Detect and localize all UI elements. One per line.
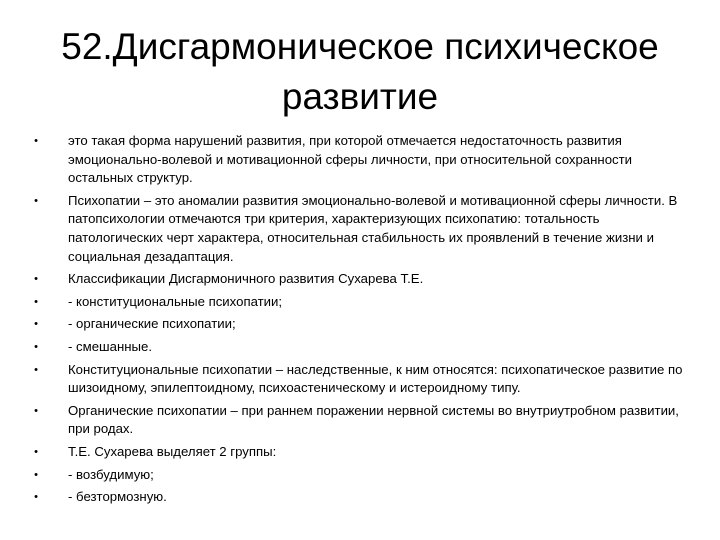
bullet-text: - безтормозную. bbox=[68, 489, 167, 505]
bullet-text: - органические психопатии; bbox=[68, 316, 236, 332]
bullet-icon: • bbox=[34, 295, 38, 308]
bullet-text: Органические психопатии – при раннем поражении нервной системы во внутриутробном развитии, при родах. bbox=[68, 402, 679, 437]
bullet-list bbox=[30, 132, 690, 511]
slide-title-line-1: 52.Дисгармоническое психическое bbox=[61, 26, 659, 67]
bullet-item bbox=[30, 338, 690, 357]
bullet-text: это такая форма нарушений развития, при которой отмечается недостаточность развития эмоционально-волевой и мотивационной сферы личности, при относительной сохранности остальных структур. bbox=[68, 133, 633, 186]
bullet-item bbox=[30, 270, 690, 289]
bullet-icon: • bbox=[34, 491, 38, 504]
bullet-item bbox=[30, 293, 690, 312]
bullet-text: Классификации Дисгармоничного развития Сухарева Т.Е. bbox=[68, 271, 424, 287]
bullet-item bbox=[30, 192, 690, 266]
bullet-item bbox=[30, 361, 690, 398]
slide-title-line-2: развитие bbox=[281, 76, 439, 117]
bullet-text: Т.Е. Сухарева выделяет 2 группы: bbox=[68, 443, 277, 459]
bullet-icon: • bbox=[34, 404, 38, 417]
bullet-text: Конституциональные психопатии – наследственные, к ним относятся: психопатическое развитие по шизоидному, эпилептоидному, психоастеническому и истероидному типу. bbox=[68, 361, 683, 396]
bullet-text: - смешанные. bbox=[68, 338, 153, 354]
bullet-icon: • bbox=[34, 445, 38, 458]
bullet-icon: • bbox=[34, 340, 38, 353]
bullet-icon: • bbox=[34, 194, 38, 207]
bullet-icon: • bbox=[34, 273, 38, 286]
bullet-item bbox=[30, 466, 690, 485]
bullet-icon: • bbox=[34, 363, 38, 376]
bullet-text: - конституциональные психопатии; bbox=[68, 293, 283, 309]
bullet-item bbox=[30, 488, 690, 507]
bullet-icon: • bbox=[34, 468, 38, 481]
bullet-icon: • bbox=[34, 135, 38, 147]
bullet-item bbox=[30, 132, 690, 188]
bullet-item bbox=[30, 402, 690, 439]
slide-title bbox=[40, 22, 680, 122]
bullet-text: - возбудимую; bbox=[68, 466, 154, 482]
bullet-icon: • bbox=[34, 318, 38, 331]
bullet-item bbox=[30, 443, 690, 462]
bullet-text: Психопатии – это аномалии развития эмоционально-волевой и мотивационной сферы личности. В патопсихологии отмечаются три критерия, характеризующих психопатию: тотальность патологических черт характера, относительная стабильность их проявлений в течение жизни и социальная дезадаптация. bbox=[68, 192, 678, 264]
bullet-item bbox=[30, 315, 690, 334]
